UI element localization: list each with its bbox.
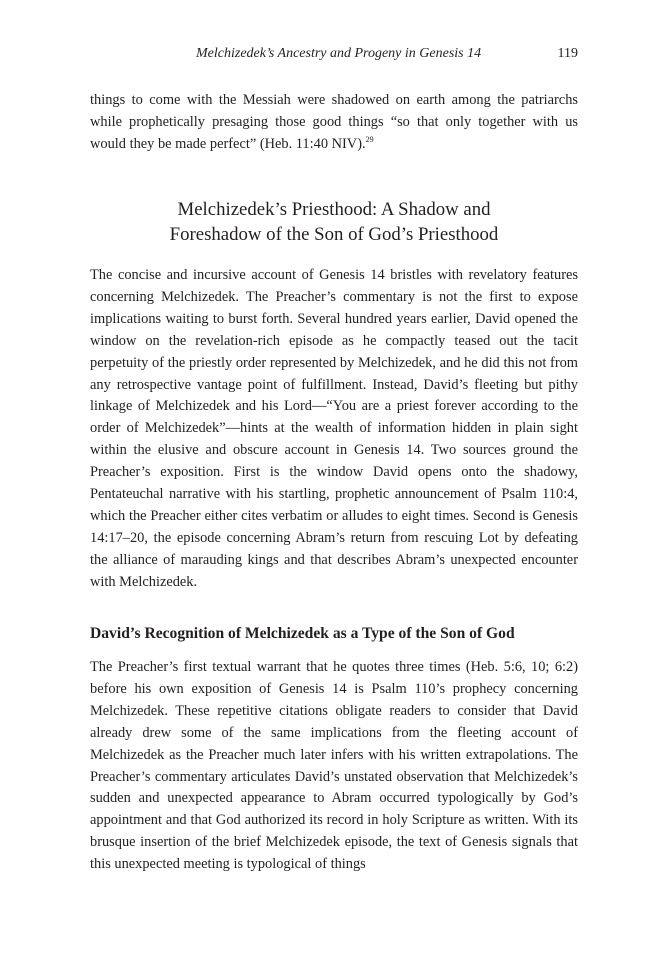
paragraph-2: The concise and incursive account of Genesis 14 bristles with revelatory features concerning Melchizedek. The Preacher’s commentary is not the first to expose implications waiting to burst forth. Several hundred years earlier, David opened the window on the revelation-rich episode as he compactly teased out the tacit perpetuity of the priestly order represented by Melchizedek, and he did this not from any retrospective vantage point of fulfillment. Instead, David’s fleeting but pithy linkage of Melchizedek and his Lord—“You are a priest forever according to the order of Melchizedek”—hints at the wealth of information hidden in plain sight within the elusive and obscure account in Genesis 14. Two sources ground the Preacher’s exposition. First is the window David opens onto the shadowy, Pentateuchal narrative with his startling, prophetic announcement of Psalm 110:4, which the Preacher either cites verbatim or alludes to eight times. Second is Genesis 14:17–20, the episode concerning Abram’s return from rescuing Lot by defeating the alliance of marauding kings and that describes Abram’s unexpected encounter with Melchizedek. [90,267,578,590]
paragraph-3: The Preacher’s first textual warrant that he quotes three times (Heb. 5:6, 10; 6:2) before his own exposition of Genesis 14 is Psalm 110’s prophecy concerning Melchizedek. These repetitive citations obligate readers to consider that David already drew some of the same implications from the fleeting account of Melchizedek as the Preacher much later infers with his written extrapolations. The Preacher’s commentary articulates David’s unstated observation that Melchizedek’s sudden and unexpected appearance to Abram occurred typologically by God’s appointment and that God authorized its record in holy Scripture as written. With its brusque insertion of the brief Melchizedek episode, the text of Genesis signals that this unexpected meeting is typological of things [90,659,578,873]
paragraph-continued [90,90,578,156]
page-number: 119 [557,46,578,61]
running-head-title: Melchizedek’s Ancestry and Progeny in Genesis 14 [196,46,482,61]
paragraph-1-text: things to come with the Messiah were shadowed on earth among the patriarchs while prophetically presaging those good things “so that only together with us would they be made perfect” (Heb. 11:40 NIV). [90,92,578,152]
section-heading-line-1: Melchizedek’s Priesthood: A Shadow and [177,199,491,220]
section-heading [90,197,578,247]
section-heading-line-2: Foreshadow of the Son of God’s Priesthood [169,224,499,245]
footnote-reference: 29 [365,134,374,144]
sub-heading: David’s Recognition of Melchizedek as a Type of the Son of God [90,625,515,642]
running-head [90,46,578,66]
